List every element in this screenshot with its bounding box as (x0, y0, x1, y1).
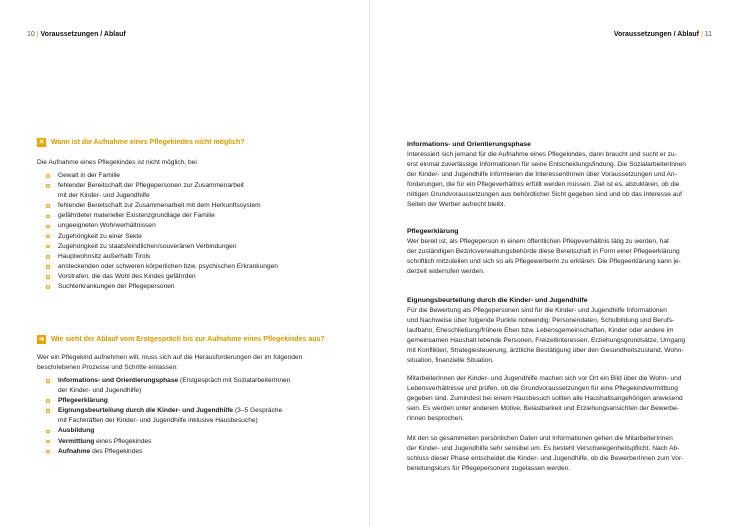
body-line: und Nachweise über folgende Punkte notwendig: Personendaten, Schulbildung und Berufs- (407, 317, 675, 325)
list-item-text: gefährdeter materieller Existenzgrundlage der Familie (58, 212, 215, 220)
body-line: der zuständigen Bezirksverwaltungsbehörde diese Bereitschaft in Form einer Pflegeerklärung (407, 248, 680, 256)
bullet-icon (46, 450, 50, 454)
bullet-icon (46, 255, 50, 259)
list-item-rest: (Erstgespräch mit SozialarbeiterInnen (178, 377, 291, 384)
right-page-number: 11 (704, 31, 712, 38)
list-item-bold: Aufnahme (58, 447, 91, 455)
section2-intro-line: Wer ein Pflegekind aufnehmen will, muss sich auf die Herausforderungen der im folgenden (37, 354, 303, 361)
section2-intro (37, 353, 337, 373)
bullet-icon (46, 379, 50, 383)
body-line: Lebensverhältnisse und prüfen, ob die Grundvoraussetzungen für eine Pflegekindvermittlung (407, 385, 678, 393)
list-item (37, 171, 347, 181)
body-line: rInnen besprochen. (407, 415, 464, 423)
list-item-text: ansteckenden oder schweren körperlichen bzw. psychischen Erkrankungen (58, 262, 278, 270)
list-item (37, 426, 347, 436)
body-line: Wer bereit ist, als Pflegeperson in einem öffentlichen Pflegeverhältnis tätig zu werden, hat (407, 238, 669, 245)
list-item-text: Zugehörigkeit zu einer Sekte (58, 232, 142, 240)
list-item (37, 252, 347, 262)
bullet-icon (46, 204, 50, 208)
list-item-text (58, 396, 347, 406)
bullet-icon (46, 265, 50, 269)
list-item-bold: Pflegeerklärung (58, 397, 108, 405)
section-title: Informations- und Orientierungsphase (407, 141, 531, 148)
header-separator: | (36, 31, 41, 38)
body-line: laufbahn, Eheschließung/frühere Ehen bzw. Lebensgemeinschaften, Kinder oder andere im (407, 327, 674, 335)
section-body (407, 374, 702, 424)
left-header-title: Voraussetzungen / Ablauf (40, 31, 126, 38)
bullet-icon (46, 215, 50, 219)
body-line: der Kinder- und Jugendhilfe informieren die InteressentInnen über Voraussetzungen und An- (407, 171, 677, 179)
body-line: schluss dieser Phase entscheidet die Kinder- und Jugendhilfe, ob die BewerberInnen zum Vor- (407, 455, 684, 463)
list-item (37, 376, 347, 396)
body-line: MitarbeiterInnen der Kinder- und Jugendhilfe machen sich vor Ort ein Bild über die Wohn- und (407, 375, 682, 382)
body-line: erst einmal zuverlässige Informationen für seine Entscheidungsfindung. Die SozialarbeiterInnen (407, 161, 686, 169)
list-item (37, 232, 347, 242)
section2-intro-line: beschriebenen Prozesse und Schritte einlassen: (37, 364, 179, 372)
section-body (407, 150, 702, 211)
list-item-text (58, 437, 347, 447)
list-item (37, 221, 347, 231)
list-item-text (58, 376, 347, 386)
left-page-number: 10 (27, 31, 35, 38)
list-item-text: fehlender Bereitschaft der Pflegepersonen zur Zusammenarbeit (58, 182, 244, 190)
list-item-text: Vorstrafen, die das Wohl des Kindes gefährden (58, 272, 196, 280)
body-line: sein. Es werden unter anderem Motive, Belastbarkeit und Erziehungsansichten der Bewerbe- (407, 405, 679, 413)
body-line: gemeinsamen Haushalt lebende Personen, Freizeitinteressen, Erziehungsgrundsätze, Umgang (407, 337, 686, 345)
bullet-icon (46, 275, 50, 279)
header-separator: | (700, 31, 705, 38)
body-line: gegeben sind. Zumindest bei einem Hausbesuch sollten alle Haushaltsangehörigen anwesend (407, 395, 683, 403)
list-item (37, 396, 347, 406)
bullet-icon (46, 430, 50, 434)
section-title: Pflegeerklärung (407, 228, 459, 235)
right-section-eignungsbeurteilung (407, 296, 702, 367)
bullet-icon (46, 285, 50, 289)
list-item-rest: des Pflegekindes (90, 447, 143, 455)
right-section-hausbesuch (407, 374, 702, 424)
section1-intro: Die Aufnahme eines Pflegekindes ist nicht möglich, bei (37, 159, 197, 166)
list-item-bold: Eignungsbeurteilung durch die Kinder- und Jugendhilfe (58, 407, 234, 415)
body-line: forderungen, die für ein Pflegeverhältnis erfüllt werden müssen. Ziel ist es, abzuklären, ob die (407, 181, 680, 189)
body-line: Mit den so gesammelten persönlichen Daten und Informationen gehen die MitarbeiterInnen (407, 435, 673, 442)
section-body (407, 237, 702, 277)
body-line: nötigen Grundvoraussetzungen aus behördlicher Sicht gegeben sind und ob das Interesse auf (407, 191, 682, 199)
section-body (407, 306, 702, 367)
list-item-bold: Vermittlung (58, 437, 95, 445)
body-line: der Kinder- und Jugendhilfe sehr sensibel um. Es besteht Verschwiegenheitspflicht. Nach Ab- (407, 445, 680, 453)
list-item-text: der Kinder- und Jugendhilfe) (58, 387, 142, 395)
list-item-text: Gewalt in der Familie (58, 172, 120, 179)
list-item-text: Hauptwohnsitz außerhalb Tirols (58, 252, 151, 260)
bullet-icon (46, 225, 50, 229)
list-item (37, 447, 347, 457)
list-item-text: Zugehörigkeit zu staatsfeindlichen/souveränen Verbindungen (58, 242, 237, 250)
section2-list (37, 376, 347, 457)
section1-heading-text: Wann ist die Aufnahme eines Pflegekindes nicht möglich? (51, 139, 245, 146)
list-item (37, 211, 347, 221)
section1-list (37, 171, 347, 292)
list-item-text: mit der Kinder- und Jugendhilfe (58, 192, 150, 200)
list-item (37, 262, 347, 272)
list-item-text: mit Fachkräften der Kinder- und Jugendhilfe inklusive Hausbesuche) (58, 417, 258, 425)
list-item (37, 242, 347, 252)
bullet-icon (46, 440, 50, 444)
arrow-right-icon: ➜ (38, 336, 45, 343)
list-item (37, 406, 347, 426)
body-line: Seiten der Werber aufrecht bleibt. (407, 201, 506, 209)
list-item-rest: eines Pflegekindes (94, 437, 152, 445)
section-body (407, 434, 702, 474)
bullet-icon (46, 409, 50, 413)
bullet-icon (46, 184, 50, 188)
list-item-rest: (3–5 Gespräche (233, 407, 283, 415)
bullet-icon (46, 235, 50, 239)
section2-heading (37, 335, 325, 344)
x-icon: ✕ (38, 139, 45, 146)
body-line: derzeit widerrufen werden. (407, 268, 485, 276)
left-page-header (27, 30, 126, 39)
list-item (37, 282, 347, 292)
page-gutter (369, 0, 370, 526)
section2-heading-text: Wie sieht der Ablauf vom Erstgespräch bis zur Aufnahme eines Pflegekindes aus? (51, 336, 325, 343)
list-item-text (58, 426, 347, 436)
list-item-text (58, 447, 347, 457)
section1-heading (37, 138, 245, 147)
list-item (37, 272, 347, 282)
body-line: situation, finanzielle Situation. (407, 357, 494, 365)
list-item-text (58, 406, 347, 416)
list-item (37, 181, 347, 201)
section-title: Eignungsbeurteilung durch die Kinder- und Jugendhilfe (407, 297, 588, 304)
list-item-text: ungeeigneten Wohnverhältnissen (58, 222, 156, 230)
list-item-text: Suchterkrankungen der Pflegepersonen (58, 283, 175, 291)
list-item (37, 201, 347, 211)
right-section-datenschutz (407, 434, 702, 474)
bullet-icon (46, 399, 50, 403)
right-header-title: Voraussetzungen / Ablauf (613, 31, 699, 38)
list-item (37, 437, 347, 447)
right-page-header (614, 30, 712, 39)
body-line: mit Konflikten, Strategiesteuerung, ärztliche Bestätigung über den Gesundheitszustand, Wohn- (407, 347, 684, 355)
bullet-icon (46, 174, 50, 178)
bullet-icon (46, 245, 50, 249)
body-line: bereitungskurs für PflegepersonenI zugelassen werden. (407, 465, 571, 473)
right-section-pflegeerklaerung (407, 227, 702, 277)
body-line: Für die Bewertung als Pflegepersonen sind für die Kinder- und Jugendhilfe Informationen (407, 307, 667, 314)
list-item-bold: Ausbildung (58, 427, 95, 435)
body-line: schriftlich mitzuteilen und sich so als PflegewerberIn zu erklären. Die Pflegeerklärung kann je- (407, 258, 681, 266)
list-item-bold: Informations- und Orientierungsphase (58, 377, 179, 384)
list-item-text: fehlender Bereitschaft zur Zusammenarbeit mit dem Herkunftssystem (58, 202, 261, 210)
body-line: Interessiert sich jemand für die Aufnahme eines Pflegekindes, dann braucht und sucht er zu- (407, 151, 677, 158)
right-section-information (407, 140, 702, 211)
